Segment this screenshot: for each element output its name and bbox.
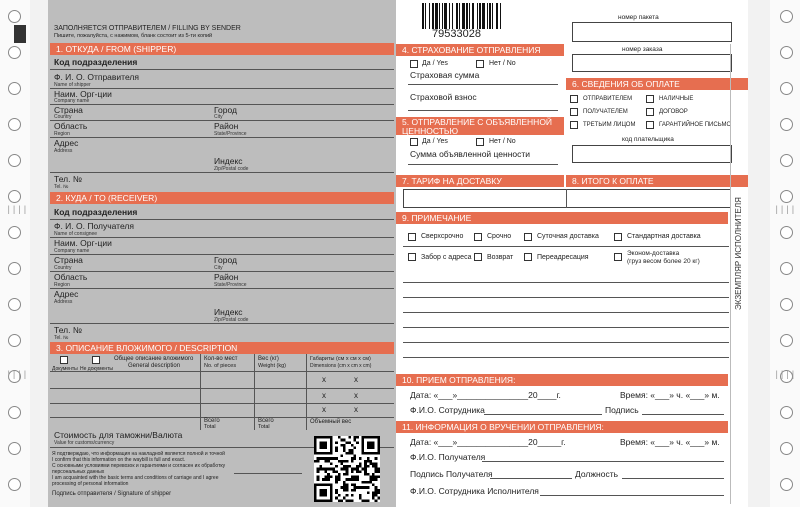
shipper-name-label: Ф. И. О. Отправителя	[54, 72, 139, 82]
receiver-company-en: Company name	[54, 248, 90, 254]
divider	[50, 288, 394, 289]
dimensions-en: Dimensions (cm x cm x cm)	[310, 363, 372, 369]
divider	[254, 354, 255, 430]
pay-sender-label: ОТПРАВИТЕЛЕМ	[583, 96, 633, 102]
feed-hole	[780, 442, 793, 455]
receiver-city-label: Город	[214, 255, 237, 265]
section-delivery-header: 11. ИНФОРМАЦИЯ О ВРУЧЕНИИ ОТПРАВЛЕНИЯ:	[396, 421, 728, 433]
insurance-yes-label: Да / Yes	[422, 60, 448, 67]
delivery-executor-line[interactable]	[540, 495, 724, 496]
urgent-high-label: Сверхсрочно	[421, 233, 464, 240]
section-total-header: 8. ИТОГО К ОПЛАТЕ	[566, 175, 748, 187]
notes-line	[403, 357, 729, 358]
customs-value-en: Value for customs/currency	[54, 440, 115, 446]
feed-hole	[780, 478, 793, 491]
weight-en: Weight (kg)	[258, 363, 287, 369]
shipper-region-en: Region	[54, 131, 70, 137]
delivery-receiver-name-line[interactable]	[482, 461, 724, 462]
order-number-field[interactable]	[572, 54, 732, 72]
pay-third-party-label: ТРЕТЬИМ ЛИЦОМ	[583, 122, 636, 128]
insurance-no-checkbox[interactable]	[476, 60, 484, 68]
confirm-line: персональных данных	[52, 469, 105, 475]
section-payment-header: 6. СВЕДЕНИЯ ОБ ОПЛАТЕ	[566, 78, 748, 90]
insurance-sum-line	[408, 84, 558, 85]
right-tractor-strip	[770, 0, 800, 507]
divider	[566, 189, 567, 208]
feed-hole	[8, 442, 21, 455]
feed-hole	[8, 118, 21, 131]
copy-side-label: ЭКЗЕМПЛЯР ИСПОЛНИТЕЛЯ	[734, 197, 743, 310]
tear-mark: ||||	[6, 205, 28, 215]
divider	[50, 388, 394, 389]
documents-label: Документы	[52, 366, 78, 372]
delivery-position-line[interactable]	[622, 478, 724, 479]
barcode	[422, 3, 522, 29]
delivery-receiver-sign-line[interactable]	[490, 478, 572, 479]
shipper-address-label: Адрес	[54, 138, 79, 148]
redirect-label: Переадресация	[537, 254, 589, 261]
standard-delivery-label: Стандартная доставка	[627, 233, 701, 240]
divider	[50, 172, 394, 173]
weight-label: Вес (кг)	[258, 356, 279, 362]
receiver-district-label: Район	[214, 272, 239, 282]
dim-x: x	[322, 391, 326, 400]
return-label: Возврат	[487, 254, 514, 261]
receiver-code-label: Код подразделения	[54, 207, 138, 217]
black-corner-mark	[14, 25, 26, 43]
pay-contract-checkbox[interactable]	[646, 108, 654, 116]
signature-line	[234, 473, 302, 474]
feed-hole	[780, 154, 793, 167]
delivery-receiver-sign-label: Подпись Получателя	[410, 469, 493, 479]
shipper-city-label: Город	[214, 105, 237, 115]
pay-cash-label: НАЛИЧНЫЕ	[659, 96, 694, 102]
reception-date: Дата: «___»_______________20____г.	[410, 390, 561, 400]
declared-sum-line	[408, 164, 558, 165]
general-description-en: General description	[128, 363, 181, 369]
urgent-high-checkbox[interactable]	[408, 233, 416, 241]
feed-hole	[8, 190, 21, 203]
left-tractor-strip	[0, 0, 30, 507]
general-description-label: Общее описание вложимого	[114, 356, 194, 362]
confirm-line: processing of personal information	[52, 481, 129, 487]
confirm-line: I confirm that this information on the waybill is full and exact.	[52, 457, 186, 463]
economy-note: (груз весом более 20 кг)	[627, 258, 700, 265]
reception-signature-label: Подпись	[605, 405, 639, 415]
shipper-country-en: Country	[54, 114, 72, 120]
declared-yes-label: Да / Yes	[422, 138, 448, 145]
pay-receiver-checkbox[interactable]	[570, 108, 578, 116]
receiver-phone-label: Тел. №	[54, 325, 82, 335]
dim-x: x	[354, 375, 358, 384]
payer-code-field[interactable]	[572, 145, 732, 163]
notes-line	[403, 312, 729, 313]
feed-hole	[780, 226, 793, 239]
urgent-label: Срочно	[487, 233, 512, 240]
feed-hole	[8, 334, 21, 347]
feed-hole	[780, 118, 793, 131]
shipper-company-en: Company name	[54, 98, 90, 104]
notes-line	[403, 342, 729, 343]
pickup-checkbox[interactable]	[408, 253, 416, 261]
weight-total-en: Total	[258, 424, 270, 430]
section-tariff-header: 7. ТАРИФ НА ДОСТАВКУ	[396, 175, 564, 187]
feed-hole	[780, 46, 793, 59]
pay-guarantee-label: ГАРАНТИЙНОЕ ПИСЬМО	[659, 122, 732, 128]
divider	[50, 137, 394, 138]
declared-yes-checkbox[interactable]	[410, 138, 418, 146]
section-reception-header: 10. ПРИЕМ ОТПРАВЛЕНИЯ:	[396, 374, 728, 386]
divider	[306, 354, 307, 430]
receiver-region-en: Region	[54, 282, 70, 288]
feed-hole	[780, 298, 793, 311]
reception-employee-label: Ф.И.О. Сотрудника	[410, 405, 485, 415]
divider	[50, 323, 394, 324]
section-description-header: 3. ОПИСАНИЕ ВЛОЖИМОГО / DESCRIPTION	[50, 342, 394, 354]
feed-hole	[780, 406, 793, 419]
receiver-index-en: Zip/Postal code	[214, 317, 249, 323]
divider	[50, 403, 394, 404]
feed-hole	[780, 10, 793, 23]
divider	[50, 417, 394, 418]
tear-mark: ||||	[6, 370, 28, 380]
urgent-checkbox[interactable]	[474, 233, 482, 241]
pieces-total-en: Total	[204, 424, 216, 430]
shipper-name-en: Name of shipper	[54, 82, 91, 88]
notes-line	[403, 297, 729, 298]
insurance-yes-checkbox[interactable]	[410, 60, 418, 68]
receiver-city-en: City	[214, 265, 223, 271]
feed-hole	[8, 82, 21, 95]
economy-checkbox[interactable]	[614, 253, 622, 261]
delivery-position-label: Должность	[575, 469, 619, 479]
shipper-company-label: Наим. Орг-ции	[54, 89, 112, 99]
insurance-no-label: Нет / No	[489, 60, 516, 67]
declared-no-label: Нет / No	[489, 138, 516, 145]
feed-hole	[8, 406, 21, 419]
receiver-country-label: Страна	[54, 255, 83, 265]
customs-value-label: Стоимость для таможни/Валюта	[54, 430, 183, 440]
feed-hole	[8, 154, 21, 167]
delivery-date: Дата: «___»_______________20_____г.	[410, 437, 566, 447]
divider	[50, 69, 394, 70]
pay-sender-checkbox[interactable]	[570, 95, 578, 103]
feed-hole	[780, 82, 793, 95]
insurance-fee-label: Страховой взнос	[410, 92, 477, 102]
shipper-index-en: Zip/Postal code	[214, 166, 249, 172]
pieces-label: Кол-во мест	[204, 356, 238, 362]
delivery-receiver-name-label: Ф.И.О. Получателя	[410, 452, 486, 462]
feed-hole	[8, 10, 21, 23]
receiver-address-en: Address	[54, 299, 73, 305]
declared-no-checkbox[interactable]	[476, 138, 484, 146]
receiver-phone-en: Tel. №	[54, 335, 69, 341]
pieces-total-label: Всего	[204, 418, 220, 424]
notes-line	[403, 246, 729, 247]
section-receiver-header: 2. КУДА / TO (RECEIVER)	[50, 192, 394, 204]
order-number-label: номер заказа	[622, 46, 663, 53]
shipper-district-label: Район	[214, 121, 239, 131]
pay-contract-label: ДОГОВОР	[659, 109, 688, 115]
pay-receiver-label: ПОЛУЧАТЕЛЕМ	[583, 109, 628, 115]
receiver-country-en: Country	[54, 265, 72, 271]
receiver-name-en: Name of consignee	[54, 231, 98, 237]
tear-mark: ||||	[774, 370, 796, 380]
shipper-signature-label: Подпись отправителя / Signature of shipper	[52, 491, 172, 497]
feed-hole	[780, 190, 793, 203]
feed-hole	[780, 262, 793, 275]
shipper-phone-en: Tel. №	[54, 184, 69, 190]
receiver-company-label: Наим. Орг-ции	[54, 238, 112, 248]
dim-x: x	[354, 405, 358, 414]
volume-weight-label: Объемный вес	[310, 419, 352, 425]
tariff-total-field[interactable]	[403, 189, 731, 208]
divider	[200, 354, 201, 430]
feed-hole	[8, 262, 21, 275]
weight-total-label: Всего	[258, 418, 274, 424]
package-number-label: номер пакета	[618, 14, 659, 21]
header-title: ЗАПОЛНЯЕТСЯ ОТПРАВИТЕЛЕМ / FILLING BY SENDER	[54, 25, 241, 32]
daily-delivery-label: Суточная доставка	[537, 233, 599, 240]
feed-hole	[8, 226, 21, 239]
divider	[50, 219, 394, 220]
confirm-line: I am acquainted with the basic terms and conditions of carriage and I agree	[52, 475, 219, 481]
pieces-en: No. of pieces	[204, 363, 237, 369]
pay-cash-checkbox[interactable]	[646, 95, 654, 103]
shipper-index-label: Индекс	[214, 156, 243, 166]
standard-delivery-checkbox[interactable]	[614, 233, 622, 241]
shipper-country-label: Страна	[54, 105, 83, 115]
shipper-region-label: Область	[54, 121, 88, 131]
reception-signature-line[interactable]	[642, 414, 724, 415]
reception-time: Время: «___» ч. «___» м.	[620, 390, 720, 400]
delivery-executor-label: Ф.И.О. Сотрудника Исполнителя	[410, 486, 539, 496]
feed-hole	[8, 298, 21, 311]
shipper-city-en: City	[214, 114, 223, 120]
redirect-checkbox[interactable]	[524, 253, 532, 261]
pickup-label: Забор с адреса	[421, 254, 472, 261]
return-checkbox[interactable]	[474, 253, 482, 261]
pay-guarantee-checkbox[interactable]	[646, 121, 654, 129]
dim-x: x	[322, 375, 326, 384]
payer-code-label: код плательщика	[622, 136, 674, 143]
insurance-fee-line	[408, 110, 558, 111]
shipper-phone-label: Тел. №	[54, 174, 82, 184]
tear-mark: ||||	[774, 205, 796, 215]
shipper-code-label: Код подразделения	[54, 57, 138, 67]
receiver-district-en: State/Province	[214, 282, 247, 288]
non-documents-checkbox[interactable]	[92, 356, 100, 364]
divider	[730, 44, 731, 504]
section-insurance-header: 4. СТРАХОВАНИЕ ОТПРАВЛЕНИЯ	[396, 44, 564, 56]
shipper-address-en: Address	[54, 148, 73, 154]
feed-hole	[780, 334, 793, 347]
qr-code	[314, 436, 380, 502]
non-documents-label: Не документы	[80, 366, 114, 372]
economy-label: Эконом-доставка	[627, 250, 680, 257]
shipper-district-en: State/Province	[214, 131, 247, 137]
section-notes-header: 9. ПРИМЕЧАНИЕ	[396, 212, 728, 224]
header-subtitle: Пишите, пожалуйста, с нажимом, бланк состоит из 5-ти копий	[54, 33, 213, 39]
confirm-line: Я подтверждаю, что информация на накладной является полной и точной	[52, 451, 225, 457]
pay-third-party-checkbox[interactable]	[570, 121, 578, 129]
daily-delivery-checkbox[interactable]	[524, 233, 532, 241]
feed-hole	[8, 478, 21, 491]
declared-sum-label: Сумма объявленной ценности	[410, 149, 531, 159]
receiver-region-label: Область	[54, 272, 88, 282]
receiver-address-label: Адрес	[54, 289, 79, 299]
confirm-line: С основными условиями перевозок и гарантиями и согласен их обработку	[52, 463, 226, 469]
documents-checkbox[interactable]	[60, 356, 68, 364]
package-number-field[interactable]	[572, 22, 732, 42]
receiver-name-label: Ф. И. О. Получателя	[54, 221, 134, 231]
delivery-time: Время: «___» ч. «___» м.	[620, 437, 720, 447]
dimensions-label: Габариты (см х см х см)	[310, 356, 371, 362]
insurance-sum-label: Страховая сумма	[410, 70, 480, 80]
reception-employee-line[interactable]	[484, 414, 602, 415]
divider	[50, 371, 394, 372]
notes-line	[403, 282, 729, 283]
notes-line	[403, 327, 729, 328]
dim-x: x	[322, 405, 326, 414]
section-shipper-header: 1. ОТКУДА / FROM (SHIPPER)	[50, 43, 394, 55]
dim-x: x	[354, 391, 358, 400]
barcode-number: 79533028	[432, 28, 481, 40]
receiver-index-label: Индекс	[214, 307, 243, 317]
feed-hole	[8, 46, 21, 59]
section-declared-value-header: 5. ОТПРАВЛЕНИЕ С ОБЪЯВЛЕННОЙ ЦЕННОСТЬЮ	[396, 117, 564, 135]
